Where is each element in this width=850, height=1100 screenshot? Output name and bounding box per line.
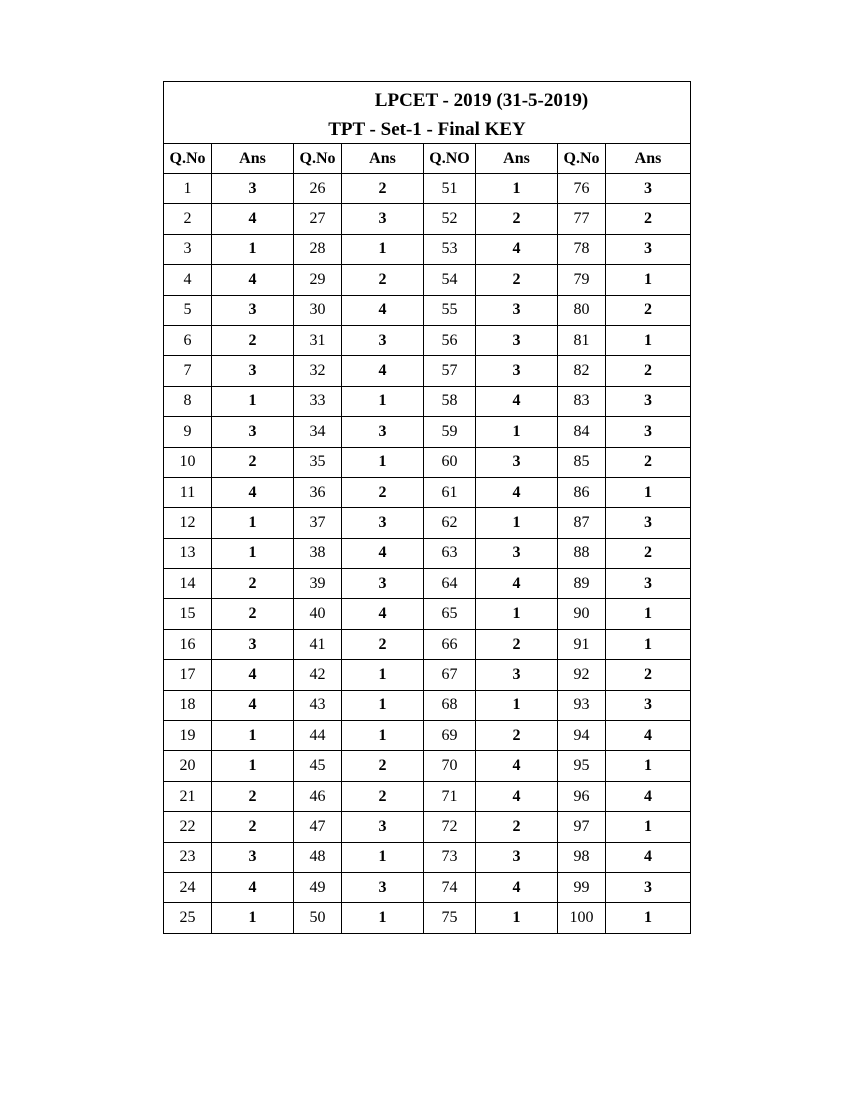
question-number-cell: 25	[164, 903, 212, 933]
question-number-cell: 14	[164, 569, 212, 599]
question-number-cell: 66	[424, 629, 476, 659]
question-number-cell: 96	[558, 781, 606, 811]
question-number-cell: 81	[558, 325, 606, 355]
col-header-qno: Q.No	[164, 144, 212, 174]
answer-cell: 2	[606, 538, 691, 568]
table-row	[164, 690, 691, 720]
answer-cell: 3	[476, 325, 558, 355]
answer-key-table	[163, 81, 691, 934]
answer-cell: 4	[476, 234, 558, 264]
answer-cell: 2	[342, 629, 424, 659]
answer-cell: 3	[606, 174, 691, 204]
question-number-cell: 21	[164, 781, 212, 811]
answer-cell: 4	[342, 599, 424, 629]
question-number-cell: 52	[424, 204, 476, 234]
answer-cell: 1	[212, 721, 294, 751]
question-number-cell: 58	[424, 386, 476, 416]
answer-cell: 3	[212, 295, 294, 325]
table-row	[164, 599, 691, 629]
table-row	[164, 356, 691, 386]
question-number-cell: 8	[164, 386, 212, 416]
question-number-cell: 97	[558, 812, 606, 842]
answer-cell: 3	[342, 508, 424, 538]
table-row	[164, 265, 691, 295]
question-number-cell: 98	[558, 842, 606, 872]
answer-cell: 1	[606, 629, 691, 659]
answer-cell: 3	[342, 872, 424, 902]
answer-cell: 2	[476, 265, 558, 295]
answer-cell: 3	[606, 386, 691, 416]
question-number-cell: 57	[424, 356, 476, 386]
answer-cell: 2	[212, 569, 294, 599]
question-number-cell: 17	[164, 660, 212, 690]
answer-cell: 1	[606, 812, 691, 842]
table-row	[164, 629, 691, 659]
answer-cell: 3	[476, 356, 558, 386]
answer-cell: 3	[606, 234, 691, 264]
table-row	[164, 477, 691, 507]
question-number-cell: 6	[164, 325, 212, 355]
question-number-cell: 41	[294, 629, 342, 659]
question-number-cell: 11	[164, 477, 212, 507]
answer-cell: 3	[476, 842, 558, 872]
question-number-cell: 31	[294, 325, 342, 355]
answer-cell: 1	[476, 508, 558, 538]
answer-cell: 3	[212, 174, 294, 204]
answer-cell: 4	[342, 538, 424, 568]
question-number-cell: 2	[164, 204, 212, 234]
question-number-cell: 40	[294, 599, 342, 629]
answer-cell: 4	[606, 721, 691, 751]
question-number-cell: 63	[424, 538, 476, 568]
question-number-cell: 9	[164, 417, 212, 447]
answer-cell: 4	[476, 751, 558, 781]
answer-cell: 1	[476, 690, 558, 720]
answer-cell: 3	[212, 417, 294, 447]
question-number-cell: 18	[164, 690, 212, 720]
answer-cell: 1	[476, 903, 558, 933]
answer-cell: 2	[212, 447, 294, 477]
answer-cell: 1	[212, 508, 294, 538]
answer-cell: 1	[342, 234, 424, 264]
table-row	[164, 204, 691, 234]
answer-cell: 1	[606, 599, 691, 629]
answer-cell: 2	[606, 204, 691, 234]
question-number-cell: 49	[294, 872, 342, 902]
table-row	[164, 721, 691, 751]
question-number-cell: 76	[558, 174, 606, 204]
question-number-cell: 99	[558, 872, 606, 902]
question-number-cell: 61	[424, 477, 476, 507]
question-number-cell: 74	[424, 872, 476, 902]
question-number-cell: 92	[558, 660, 606, 690]
question-number-cell: 69	[424, 721, 476, 751]
answer-cell: 1	[342, 721, 424, 751]
answer-cell: 2	[212, 781, 294, 811]
answer-cell: 3	[606, 417, 691, 447]
answer-cell: 1	[212, 751, 294, 781]
answer-cell: 1	[342, 660, 424, 690]
answer-cell: 4	[476, 781, 558, 811]
question-number-cell: 59	[424, 417, 476, 447]
answer-cell: 2	[606, 356, 691, 386]
table-row	[164, 386, 691, 416]
question-number-cell: 15	[164, 599, 212, 629]
answer-cell: 3	[342, 417, 424, 447]
question-number-cell: 32	[294, 356, 342, 386]
question-number-cell: 55	[424, 295, 476, 325]
question-number-cell: 16	[164, 629, 212, 659]
question-number-cell: 12	[164, 508, 212, 538]
answer-cell: 2	[606, 295, 691, 325]
question-number-cell: 72	[424, 812, 476, 842]
answer-cell: 4	[476, 569, 558, 599]
answer-cell: 2	[476, 204, 558, 234]
key-subtitle: TPT - Set-1 - Final KEY	[328, 119, 526, 140]
question-number-cell: 95	[558, 751, 606, 781]
question-number-cell: 89	[558, 569, 606, 599]
answer-rows	[164, 174, 691, 934]
table-row	[164, 295, 691, 325]
question-number-cell: 45	[294, 751, 342, 781]
question-number-cell: 67	[424, 660, 476, 690]
answer-cell: 2	[212, 599, 294, 629]
answer-cell: 3	[342, 204, 424, 234]
table-row	[164, 417, 691, 447]
answer-cell: 4	[212, 204, 294, 234]
answer-cell: 3	[606, 569, 691, 599]
question-number-cell: 84	[558, 417, 606, 447]
answer-cell: 1	[606, 265, 691, 295]
question-number-cell: 88	[558, 538, 606, 568]
answer-cell: 3	[476, 660, 558, 690]
table-row	[164, 325, 691, 355]
table-row	[164, 842, 691, 872]
answer-cell: 1	[212, 386, 294, 416]
answer-cell: 3	[476, 447, 558, 477]
question-number-cell: 33	[294, 386, 342, 416]
question-number-cell: 62	[424, 508, 476, 538]
answer-cell: 4	[212, 660, 294, 690]
answer-cell: 2	[606, 660, 691, 690]
answer-cell: 1	[212, 538, 294, 568]
question-number-cell: 5	[164, 295, 212, 325]
answer-cell: 1	[606, 903, 691, 933]
question-number-cell: 35	[294, 447, 342, 477]
col-header-qno: Q.No	[294, 144, 342, 174]
question-number-cell: 64	[424, 569, 476, 599]
question-number-cell: 36	[294, 477, 342, 507]
question-number-cell: 34	[294, 417, 342, 447]
question-number-cell: 28	[294, 234, 342, 264]
question-number-cell: 51	[424, 174, 476, 204]
question-number-cell: 13	[164, 538, 212, 568]
question-number-cell: 3	[164, 234, 212, 264]
answer-cell: 3	[606, 508, 691, 538]
table-row	[164, 872, 691, 902]
question-number-cell: 29	[294, 265, 342, 295]
question-number-cell: 7	[164, 356, 212, 386]
question-number-cell: 65	[424, 599, 476, 629]
question-number-cell: 60	[424, 447, 476, 477]
question-number-cell: 100	[558, 903, 606, 933]
answer-cell: 4	[476, 477, 558, 507]
question-number-cell: 71	[424, 781, 476, 811]
question-number-cell: 23	[164, 842, 212, 872]
question-number-cell: 20	[164, 751, 212, 781]
table-row	[164, 903, 691, 933]
answer-cell: 2	[476, 721, 558, 751]
answer-cell: 3	[212, 842, 294, 872]
answer-cell: 1	[342, 690, 424, 720]
question-number-cell: 46	[294, 781, 342, 811]
answer-cell: 3	[342, 325, 424, 355]
table-row	[164, 447, 691, 477]
question-number-cell: 82	[558, 356, 606, 386]
question-number-cell: 94	[558, 721, 606, 751]
question-number-cell: 79	[558, 265, 606, 295]
answer-cell: 1	[342, 447, 424, 477]
table-row	[164, 569, 691, 599]
answer-cell: 2	[342, 174, 424, 204]
question-number-cell: 43	[294, 690, 342, 720]
answer-cell: 4	[342, 356, 424, 386]
question-number-cell: 80	[558, 295, 606, 325]
question-number-cell: 93	[558, 690, 606, 720]
question-number-cell: 75	[424, 903, 476, 933]
question-number-cell: 86	[558, 477, 606, 507]
question-number-cell: 38	[294, 538, 342, 568]
answer-cell: 1	[212, 903, 294, 933]
question-number-cell: 56	[424, 325, 476, 355]
answer-cell: 2	[342, 477, 424, 507]
col-header-qno: Q.NO	[424, 144, 476, 174]
question-number-cell: 44	[294, 721, 342, 751]
question-number-cell: 37	[294, 508, 342, 538]
table-row	[164, 174, 691, 204]
answer-cell: 1	[342, 386, 424, 416]
answer-cell: 1	[476, 599, 558, 629]
question-number-cell: 90	[558, 599, 606, 629]
question-number-cell: 78	[558, 234, 606, 264]
question-number-cell: 30	[294, 295, 342, 325]
question-number-cell: 54	[424, 265, 476, 295]
question-number-cell: 83	[558, 386, 606, 416]
question-number-cell: 26	[294, 174, 342, 204]
answer-cell: 2	[606, 447, 691, 477]
col-header-ans: Ans	[606, 144, 691, 174]
answer-cell: 3	[606, 872, 691, 902]
question-number-cell: 47	[294, 812, 342, 842]
answer-cell: 3	[476, 295, 558, 325]
answer-cell: 4	[606, 842, 691, 872]
answer-cell: 3	[606, 690, 691, 720]
answer-cell: 4	[476, 872, 558, 902]
answer-cell: 4	[606, 781, 691, 811]
answer-cell: 1	[476, 417, 558, 447]
answer-cell: 1	[342, 842, 424, 872]
question-number-cell: 50	[294, 903, 342, 933]
col-header-ans: Ans	[212, 144, 294, 174]
question-number-cell: 87	[558, 508, 606, 538]
answer-cell: 4	[212, 477, 294, 507]
answer-cell: 1	[606, 751, 691, 781]
question-number-cell: 39	[294, 569, 342, 599]
question-number-cell: 42	[294, 660, 342, 690]
table-row	[164, 660, 691, 690]
question-number-cell: 4	[164, 265, 212, 295]
table-row	[164, 781, 691, 811]
question-number-cell: 77	[558, 204, 606, 234]
question-number-cell: 68	[424, 690, 476, 720]
answer-cell: 3	[342, 812, 424, 842]
answer-cell: 2	[212, 812, 294, 842]
answer-cell: 2	[476, 812, 558, 842]
answer-cell: 2	[476, 629, 558, 659]
question-number-cell: 10	[164, 447, 212, 477]
answer-cell: 1	[606, 325, 691, 355]
answer-cell: 2	[342, 751, 424, 781]
table-row	[164, 538, 691, 568]
answer-cell: 3	[212, 356, 294, 386]
question-number-cell: 73	[424, 842, 476, 872]
question-number-cell: 70	[424, 751, 476, 781]
question-number-cell: 22	[164, 812, 212, 842]
question-number-cell: 24	[164, 872, 212, 902]
answer-cell: 3	[342, 569, 424, 599]
col-header-qno: Q.No	[558, 144, 606, 174]
title-block	[164, 82, 691, 144]
answer-cell: 3	[476, 538, 558, 568]
answer-cell: 4	[342, 295, 424, 325]
answer-cell: 4	[476, 386, 558, 416]
answer-cell: 2	[212, 325, 294, 355]
question-number-cell: 91	[558, 629, 606, 659]
answer-cell: 1	[476, 174, 558, 204]
question-number-cell: 27	[294, 204, 342, 234]
table-row	[164, 508, 691, 538]
col-header-ans: Ans	[476, 144, 558, 174]
question-number-cell: 53	[424, 234, 476, 264]
answer-cell: 2	[342, 781, 424, 811]
answer-cell: 1	[606, 477, 691, 507]
answer-cell: 1	[212, 234, 294, 264]
question-number-cell: 85	[558, 447, 606, 477]
answer-cell: 1	[342, 903, 424, 933]
table-row	[164, 812, 691, 842]
question-number-cell: 19	[164, 721, 212, 751]
col-header-ans: Ans	[342, 144, 424, 174]
answer-cell: 3	[212, 629, 294, 659]
question-number-cell: 1	[164, 174, 212, 204]
answer-cell: 4	[212, 872, 294, 902]
table-row	[164, 751, 691, 781]
header-row	[164, 144, 691, 174]
table-row	[164, 234, 691, 264]
answer-cell: 4	[212, 265, 294, 295]
exam-title: LPCET - 2019 (31-5-2019)	[374, 90, 589, 111]
answer-cell: 4	[212, 690, 294, 720]
answer-cell: 2	[342, 265, 424, 295]
question-number-cell: 48	[294, 842, 342, 872]
